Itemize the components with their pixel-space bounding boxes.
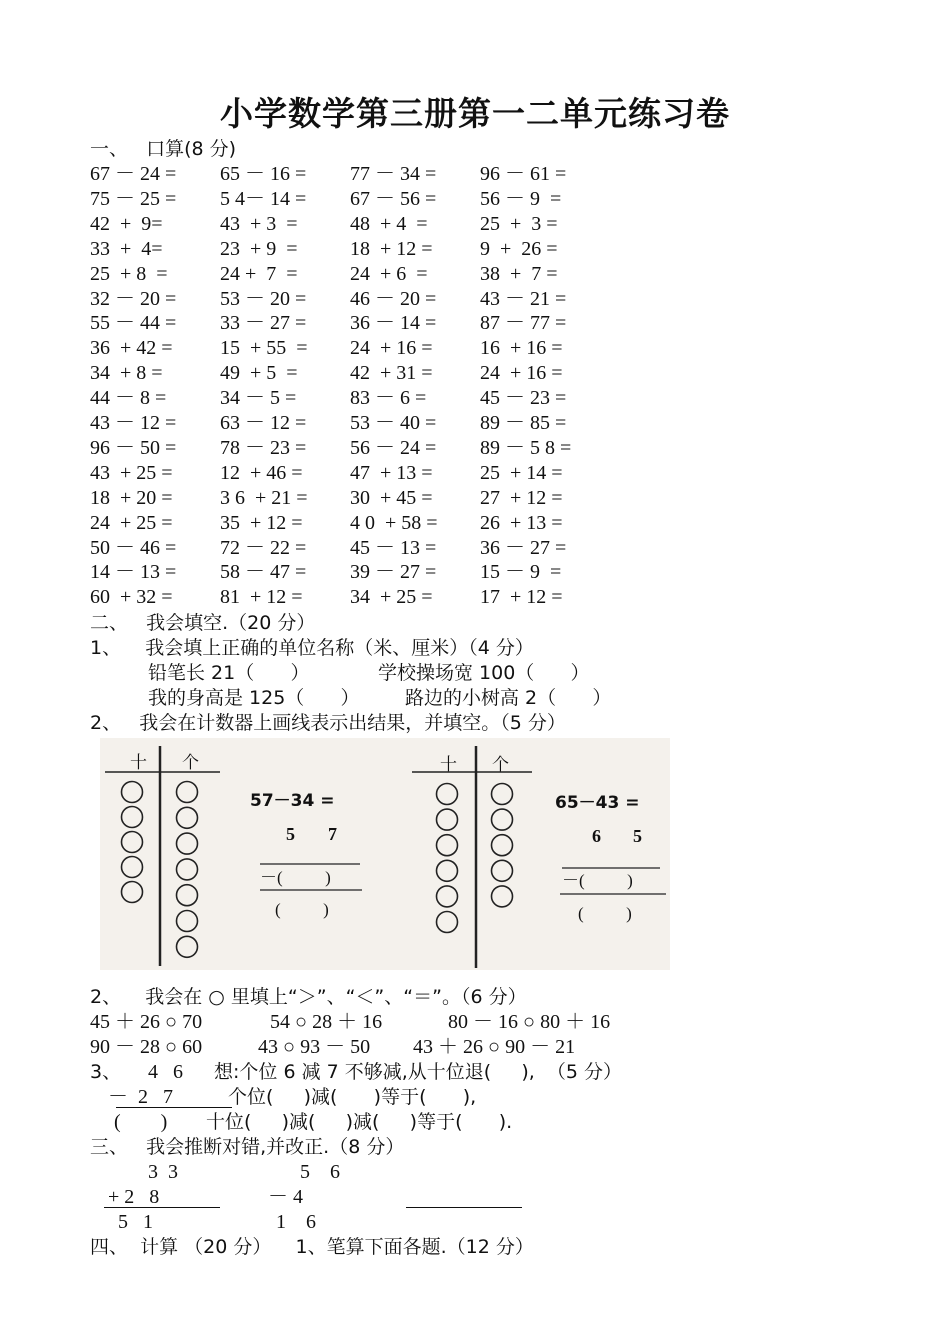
abacus-bead-tens — [437, 886, 458, 907]
abacus-bead-ones — [177, 885, 198, 906]
oral-problem: 81 + 12 = — [220, 586, 303, 609]
oral-problem: 26 + 13 = — [480, 511, 563, 534]
q4-top-number: 4 6 — [148, 1061, 183, 1083]
judge1-top: 3 3 — [148, 1161, 178, 1183]
abacus-bead-ones — [177, 936, 198, 957]
abacus-bead-tens — [437, 809, 458, 830]
oral-problem: 34 － 5 = — [220, 387, 297, 410]
oral-problem: 25 + 3 = — [480, 212, 558, 235]
q1-tree-height: 路边的小树高 2（ ） — [405, 687, 612, 709]
oral-problem: 42 + 31 = — [350, 362, 433, 385]
oral-problem: 53 － 20 = — [220, 287, 307, 310]
judge2-result: 1 6 — [276, 1211, 316, 1233]
abacus-bead-tens — [437, 835, 458, 856]
oral-problem: 36 + 42 = — [90, 337, 173, 360]
oral-problem: 72 － 22 = — [220, 536, 307, 559]
oral-problem: 33 － 27 = — [220, 312, 307, 335]
q2-title: 2、 我会在计数器上画线表示出结果，并填空。（5 分） — [90, 712, 566, 734]
q4-number: 3、 — [90, 1061, 122, 1083]
abacus-bead-ones — [492, 860, 513, 881]
oral-problem: 45 － 13 = — [350, 536, 437, 559]
oral-problem: 63 － 12 = — [220, 412, 307, 434]
abacus-bead-ones — [492, 809, 513, 830]
oral-problem: 15 + 55 = — [220, 337, 308, 360]
abacus-left-tens-label: 十 — [130, 753, 147, 773]
abacus-figure — [100, 738, 670, 970]
abacus-left-minus-blank: －( ) — [260, 868, 331, 887]
abacus-bead-tens — [437, 860, 458, 881]
oral-problem: 32 － 20 = — [90, 287, 177, 310]
oral-problem: 9 + 26 = — [480, 237, 558, 260]
q4-answer-blank: ( ) — [114, 1111, 168, 1133]
oral-problem: 87 － 77 = — [480, 312, 567, 335]
compare-item: 45 ＋ 26 ○ 70 — [90, 1011, 203, 1033]
oral-problem: 45 － 23 = — [480, 387, 567, 410]
q4-explanation-line1: 想:个位 6 减 7 不够减,从十位退( ), （5 分） — [214, 1061, 623, 1083]
abacus-bead-ones — [177, 911, 198, 932]
oral-problem: 55 － 44 = — [90, 312, 177, 335]
section3-heading: 三、 我会推断对错,并改正.（8 分） — [90, 1136, 405, 1158]
abacus-left-ones-label: 个 — [182, 753, 199, 773]
oral-problem: 18 + 20 = — [90, 486, 173, 509]
oral-problem: 67 － 56 = — [350, 187, 437, 210]
oral-problem: 30 + 45 = — [350, 486, 433, 509]
oral-problem: 16 + 16 = — [480, 337, 563, 360]
abacus-bead-ones — [492, 886, 513, 907]
q4-explanation-line2: 个位( )减( )等于( ), — [228, 1086, 477, 1108]
oral-problem: 46 － 20 = — [350, 287, 437, 310]
oral-problem: 89 － 85 = — [480, 412, 567, 434]
q1-title: 1、 我会填上正确的单位名称（米、厘米）（4 分） — [90, 637, 534, 659]
oral-problem: 75 － 25 = — [90, 187, 177, 210]
judge2-subtrahend: － 4 — [268, 1186, 303, 1208]
oral-problem: 14 － 13 = — [90, 561, 177, 584]
abacus-bead-ones — [492, 835, 513, 856]
abacus-bead-tens — [437, 784, 458, 805]
compare-item: 90 － 28 ○ 60 — [90, 1036, 203, 1058]
worksheet-title: 小学数学第三册第一二单元练习卷 — [220, 94, 730, 133]
oral-problem: 25 + 14 = — [480, 461, 563, 484]
oral-problem: 65 － 16 = — [220, 163, 307, 185]
judge1-addend: + 2 8 — [108, 1186, 160, 1208]
oral-problem: 42 + 9= — [90, 212, 163, 235]
abacus-right-digit-tens: 6 — [592, 826, 601, 846]
abacus-right-result-blank: ( ) — [578, 904, 632, 923]
oral-problem: 48 + 4 = — [350, 212, 428, 235]
abacus-bead-tens — [122, 882, 143, 903]
q1-playground-width: 学校操场宽 100（ ） — [378, 662, 590, 684]
oral-problem: 27 + 12 = — [480, 486, 563, 509]
abacus-bead-ones — [177, 833, 198, 854]
oral-problem: 24 + 16 = — [480, 362, 563, 385]
q1-my-height: 我的身高是 125（ ） — [148, 687, 360, 709]
oral-problem: 43 － 21 = — [480, 287, 567, 310]
compare-item: 43 ＋ 26 ○ 90 － 21 — [413, 1036, 576, 1058]
q4-divider — [116, 1107, 232, 1108]
abacus-right-tens-label: 十 — [440, 755, 457, 775]
oral-problem: 60 + 32 = — [90, 586, 173, 609]
oral-problem: 96 － 50 = — [90, 436, 177, 459]
judge2-top: 5 6 — [300, 1161, 340, 1183]
abacus-bead-ones — [492, 784, 513, 805]
oral-problem: 5 4－ 14 = — [220, 187, 307, 210]
compare-item: 43 ○ 93 － 50 — [258, 1036, 371, 1058]
abacus-right-problem: 65－43 = — [555, 793, 640, 813]
oral-problem: 24 + 7 = — [220, 262, 298, 285]
oral-problem: 96 － 61 = — [480, 163, 567, 185]
section4-heading: 四、 计算 （20 分） 1、笔算下面各题.（12 分） — [90, 1236, 534, 1258]
abacus-bead-ones — [177, 782, 198, 803]
correction-line — [406, 1207, 522, 1208]
abacus-right-digit-ones: 5 — [633, 826, 642, 846]
abacus-left-result-blank: ( ) — [275, 900, 329, 919]
abacus-right-ones-label: 个 — [492, 755, 509, 775]
abacus-bead-ones — [177, 807, 198, 828]
oral-problem: 25 + 8 = — [90, 262, 168, 285]
oral-problem: 24 + 16 = — [350, 337, 433, 360]
oral-problem: 56 － 9 = — [480, 187, 562, 210]
oral-problem: 12 + 46 = — [220, 461, 303, 484]
oral-problem: 49 + 5 = — [220, 362, 298, 385]
oral-problem: 38 + 7 = — [480, 262, 558, 285]
abacus-left-problem: 57－34 = — [250, 791, 335, 811]
abacus-bead-ones — [177, 859, 198, 880]
abacus-right-beads — [437, 784, 513, 933]
compare-item: 54 ○ 28 ＋ 16 — [270, 1011, 383, 1033]
q3-title: 2、 我会在 ○ 里填上“＞”、“＜”、“＝”。（6 分） — [90, 986, 527, 1008]
abacus-left — [105, 746, 220, 966]
abacus-bead-tens — [122, 782, 143, 803]
q4-subtrahend: － 2 7 — [108, 1086, 173, 1108]
oral-problem: 17 + 12 = — [480, 586, 563, 609]
q1-pencil-length: 铅笔长 21（ ） — [148, 662, 310, 684]
oral-problem: 24 + 25 = — [90, 511, 173, 534]
section1-heading: 一、 口算(8 分) — [90, 138, 237, 160]
oral-problem: 18 + 12 = — [350, 237, 433, 260]
abacus-left-digit-ones: 7 — [328, 824, 337, 844]
section2-heading: 二、 我会填空.（20 分） — [90, 612, 316, 634]
oral-problem: 78 － 23 = — [220, 436, 307, 459]
oral-problem: 58 － 47 = — [220, 561, 307, 584]
oral-problem: 47 + 13 = — [350, 461, 433, 484]
oral-problem: 39 － 27 = — [350, 561, 437, 584]
oral-problem: 43 － 12 = — [90, 412, 177, 434]
oral-problem: 4 0 + 58 = — [350, 511, 438, 534]
oral-problem: 43 + 3 = — [220, 212, 298, 235]
judge1-divider — [104, 1207, 220, 1208]
oral-problem: 36 － 27 = — [480, 536, 567, 559]
abacus-bead-tens — [122, 832, 143, 853]
abacus-bead-tens — [122, 857, 143, 878]
oral-problem: 15 － 9 = — [480, 561, 562, 584]
oral-problem: 83 － 6 = — [350, 387, 427, 410]
oral-problem: 33 + 4= — [90, 237, 163, 260]
oral-problem: 24 + 6 = — [350, 262, 428, 285]
oral-problem: 36 － 14 = — [350, 312, 437, 335]
oral-problem: 50 － 46 = — [90, 536, 177, 559]
abacus-right — [412, 746, 532, 968]
oral-problem: 53 － 40 = — [350, 412, 437, 434]
oral-problem: 34 + 8 = — [90, 362, 163, 385]
oral-problem: 89 － 5 8 = — [480, 436, 572, 459]
oral-problem: 35 + 12 = — [220, 511, 303, 534]
abacus-left-digit-tens: 5 — [286, 824, 295, 844]
abacus-right-minus-blank: －( ) — [562, 871, 633, 890]
compare-item: 80 － 16 ○ 80 ＋ 16 — [448, 1011, 611, 1033]
oral-problem: 56 － 24 = — [350, 436, 437, 459]
oral-problem: 44 － 8 = — [90, 387, 167, 410]
q4-explanation-line3: 十位( )减( )减( )等于( ). — [206, 1111, 513, 1133]
oral-problem: 67 － 24 = — [90, 163, 177, 185]
abacus-bead-tens — [122, 807, 143, 828]
oral-problem: 23 + 9 = — [220, 237, 298, 260]
judge1-result: 5 1 — [118, 1211, 153, 1233]
abacus-bead-tens — [437, 912, 458, 933]
oral-problem: 43 + 25 = — [90, 461, 173, 484]
oral-problem: 3 6 + 21 = — [220, 486, 308, 509]
oral-problem: 77 － 34 = — [350, 163, 437, 185]
oral-problem: 34 + 25 = — [350, 586, 433, 609]
